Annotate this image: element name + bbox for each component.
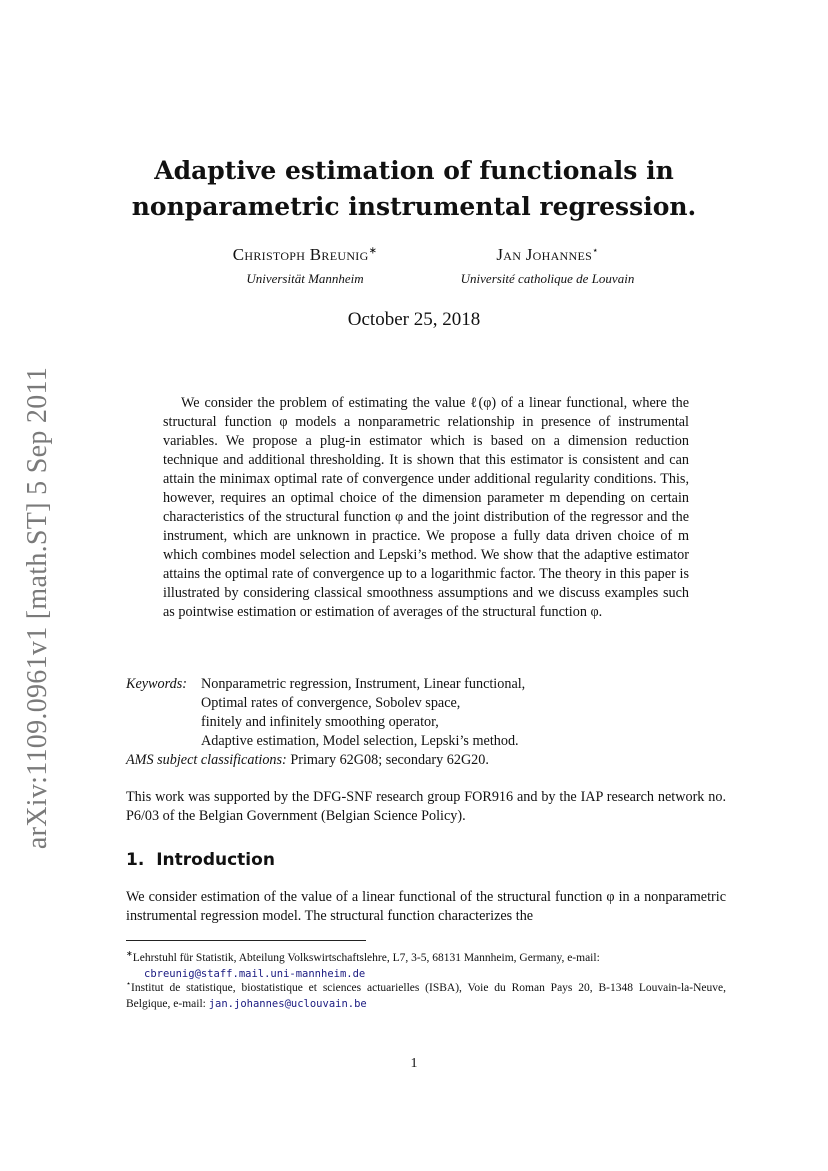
footnote-2-email[interactable]: jan.johannes@uclouvain.be xyxy=(208,997,367,1010)
footnote-rule xyxy=(126,940,366,941)
author-1-mark: ∗ xyxy=(368,245,378,257)
footnote-2-text: Institut de statistique, biostatistique et sciences actuarielles (ISBA), Voie du Roman Pays 20, B-1348 Louvain-la-Neuve, Belgique, e-mail: xyxy=(126,981,726,1010)
title-line-1: Adaptive estimation of functionals in xyxy=(154,156,674,185)
author-2-affiliation: Université catholique de Louvain xyxy=(460,271,635,286)
keyword-line: Nonparametric regression, Instrument, Linear functional, xyxy=(201,676,526,692)
footnote-1-email[interactable]: cbreunig@staff.mail.uni-mannheim.de xyxy=(144,967,366,980)
author-2-name: Jan Johannes xyxy=(496,245,593,264)
paper-date: October 25, 2018 xyxy=(347,309,481,330)
keyword-line: Optimal rates of convergence, Sobolev space, xyxy=(201,695,461,711)
keywords-block xyxy=(126,675,726,770)
author-2-mark: ⋆ xyxy=(592,245,599,257)
footnote-1-mark: ∗ xyxy=(126,949,133,958)
abstract: We consider the problem of estimating the value ℓ(φ) of a linear functional, where the structural function φ models a nonparametric relationship in presence of instrumental variables. We propose a plug-in estimator which is based on a dimension reduction technique and additional thresholding. It is shown that this estimator is consistent and can attain the minimax optimal rate of convergence under additional regularity conditions. This, however, requires an optimal choice of the dimension parameter m depending on certain characteristics of the structural function φ and the joint distribution of the regressor and the instrument, which are unknown in practice. We propose a fully data driven choice of m which combines model selection and Lepski’s method. We show that the adaptive estimator attains the optimal rate of convergence up to a logarithmic factor. The theory in this paper is illustrated by considering classical smoothness assumptions and we discuss examples such as pointwise estimation or estimation of averages of the structural function φ. xyxy=(163,395,689,620)
ams-label: AMS subject classifications: xyxy=(126,752,287,768)
intro-paragraph: We consider estimation of the value of a linear functional of the structural function φ in a nonparametric instrumental regression model. The structural function characterizes the xyxy=(126,889,726,924)
paper-title xyxy=(0,153,828,225)
ams-text: Primary 62G08; secondary 62G20. xyxy=(290,752,489,768)
arxiv-side-stamp xyxy=(10,365,66,850)
keyword-line: finitely and infinitely smoothing operator, xyxy=(201,714,439,730)
footnote-2-mark: ⋆ xyxy=(126,979,132,988)
section-number: 1. xyxy=(126,850,145,870)
keywords-label: Keywords: xyxy=(126,676,187,692)
footnote-2 xyxy=(126,976,726,1012)
author-1-affiliation: Universität Mannheim xyxy=(246,271,364,286)
title-line-2: nonparametric instrumental regression. xyxy=(131,192,697,221)
author-1-name: Christoph Breunig xyxy=(232,245,369,264)
keyword-line: Adaptive estimation, Model selection, Lepski’s method. xyxy=(201,733,519,749)
author-1 xyxy=(180,245,430,287)
funding-statement: This work was supported by the DFG-SNF research group FOR916 and by the IAP research network no. P6/03 of the Belgian Government (Belgian Science Policy). xyxy=(126,789,726,824)
arxiv-stamp-text: arXiv:1109.0961v1 [math.ST] 5 Sep 2011 xyxy=(22,366,54,849)
section-heading-introduction xyxy=(126,850,275,870)
author-2 xyxy=(430,245,665,287)
footnote-1-text: Lehrstuhl für Statistik, Abteilung Volkswirtschaftslehre, L7, 3-5, 68131 Mannheim, Germany, e-mail: xyxy=(132,951,600,964)
page-number: 1 xyxy=(410,1056,418,1071)
section-title: Introduction xyxy=(156,850,275,870)
